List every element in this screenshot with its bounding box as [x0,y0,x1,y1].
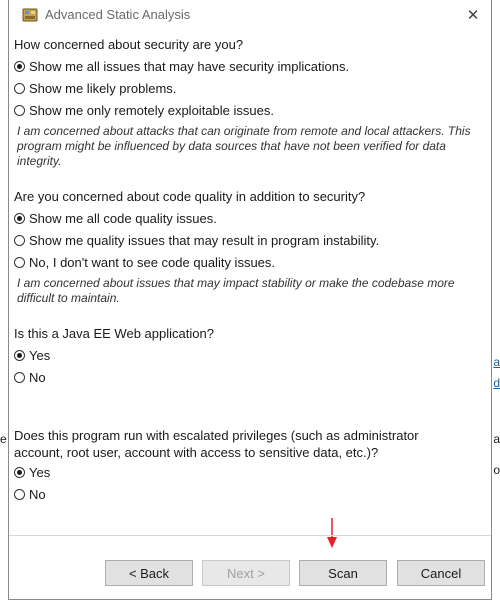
privileges-question: Does this program run with escalated privileges (such as administrator account, root user, account with access to sensitive data, etc.)? [14,428,419,460]
option-label: Show me all code quality issues. [29,211,217,226]
security-option-all[interactable] [14,59,349,74]
radio-button[interactable] [14,105,25,116]
radio-button[interactable] [14,235,25,246]
privileges-option-no[interactable] [14,487,46,502]
radio-button[interactable] [14,489,25,500]
quality-description: I am concerned about issues that may impact stability or make the codebase more difficult to maintain. [17,276,455,305]
javaee-option-no[interactable] [14,370,46,385]
option-label: Show me all issues that may have security implications. [29,59,350,74]
radio-button[interactable] [14,257,25,268]
back-button[interactable]: < Back [105,560,193,586]
option-label: Yes [29,348,51,363]
javaee-question: Is this a Java EE Web application? [14,326,214,341]
background-text-fragment: o [493,463,500,477]
security-option-likely[interactable] [14,81,176,96]
quality-question: Are you concerned about code quality in addition to security? [14,189,366,204]
option-label: Show me likely problems. [29,81,177,96]
cancel-button[interactable]: Cancel [397,560,485,586]
window-title: Advanced Static Analysis [45,7,191,22]
quality-option-all[interactable] [14,211,217,226]
radio-button[interactable] [14,61,25,72]
option-label: Show me only remotely exploitable issues. [29,103,274,118]
javaee-option-yes[interactable] [14,348,50,363]
radio-button[interactable] [14,83,25,94]
radio-button[interactable] [14,350,25,361]
quality-option-none[interactable] [14,255,275,270]
option-label: Yes [29,465,51,480]
background-text-fragment: e [0,432,7,446]
option-label: No [29,370,46,385]
quality-option-instability[interactable] [14,233,379,248]
security-description: I am concerned about attacks that can originate from remote and local attackers. This program might be influenced by data sources that have not been verified for data integrity. [17,124,471,168]
option-label: Show me quality issues that may result in program instability. [29,233,380,248]
title-bar [9,0,491,30]
radio-button[interactable] [14,372,25,383]
radio-button[interactable] [14,467,25,478]
privileges-option-yes[interactable] [14,465,50,480]
scan-button[interactable]: Scan [299,560,387,586]
next-button[interactable]: Next > [202,560,290,586]
background-link-fragment: d [493,376,500,390]
advanced-static-analysis-dialog [8,0,492,600]
close-button[interactable] [455,0,491,30]
radio-button[interactable] [14,213,25,224]
close-icon: ✕ [466,7,480,24]
option-label: No, I don't want to see code quality issues. [29,255,276,270]
button-bar [9,535,491,601]
security-option-remote[interactable] [14,103,274,118]
option-label: No [29,487,46,502]
background-text-fragment: a [493,432,500,446]
app-icon [22,8,38,22]
security-question: How concerned about security are you? [14,37,244,52]
background-link-fragment: a [493,355,500,369]
